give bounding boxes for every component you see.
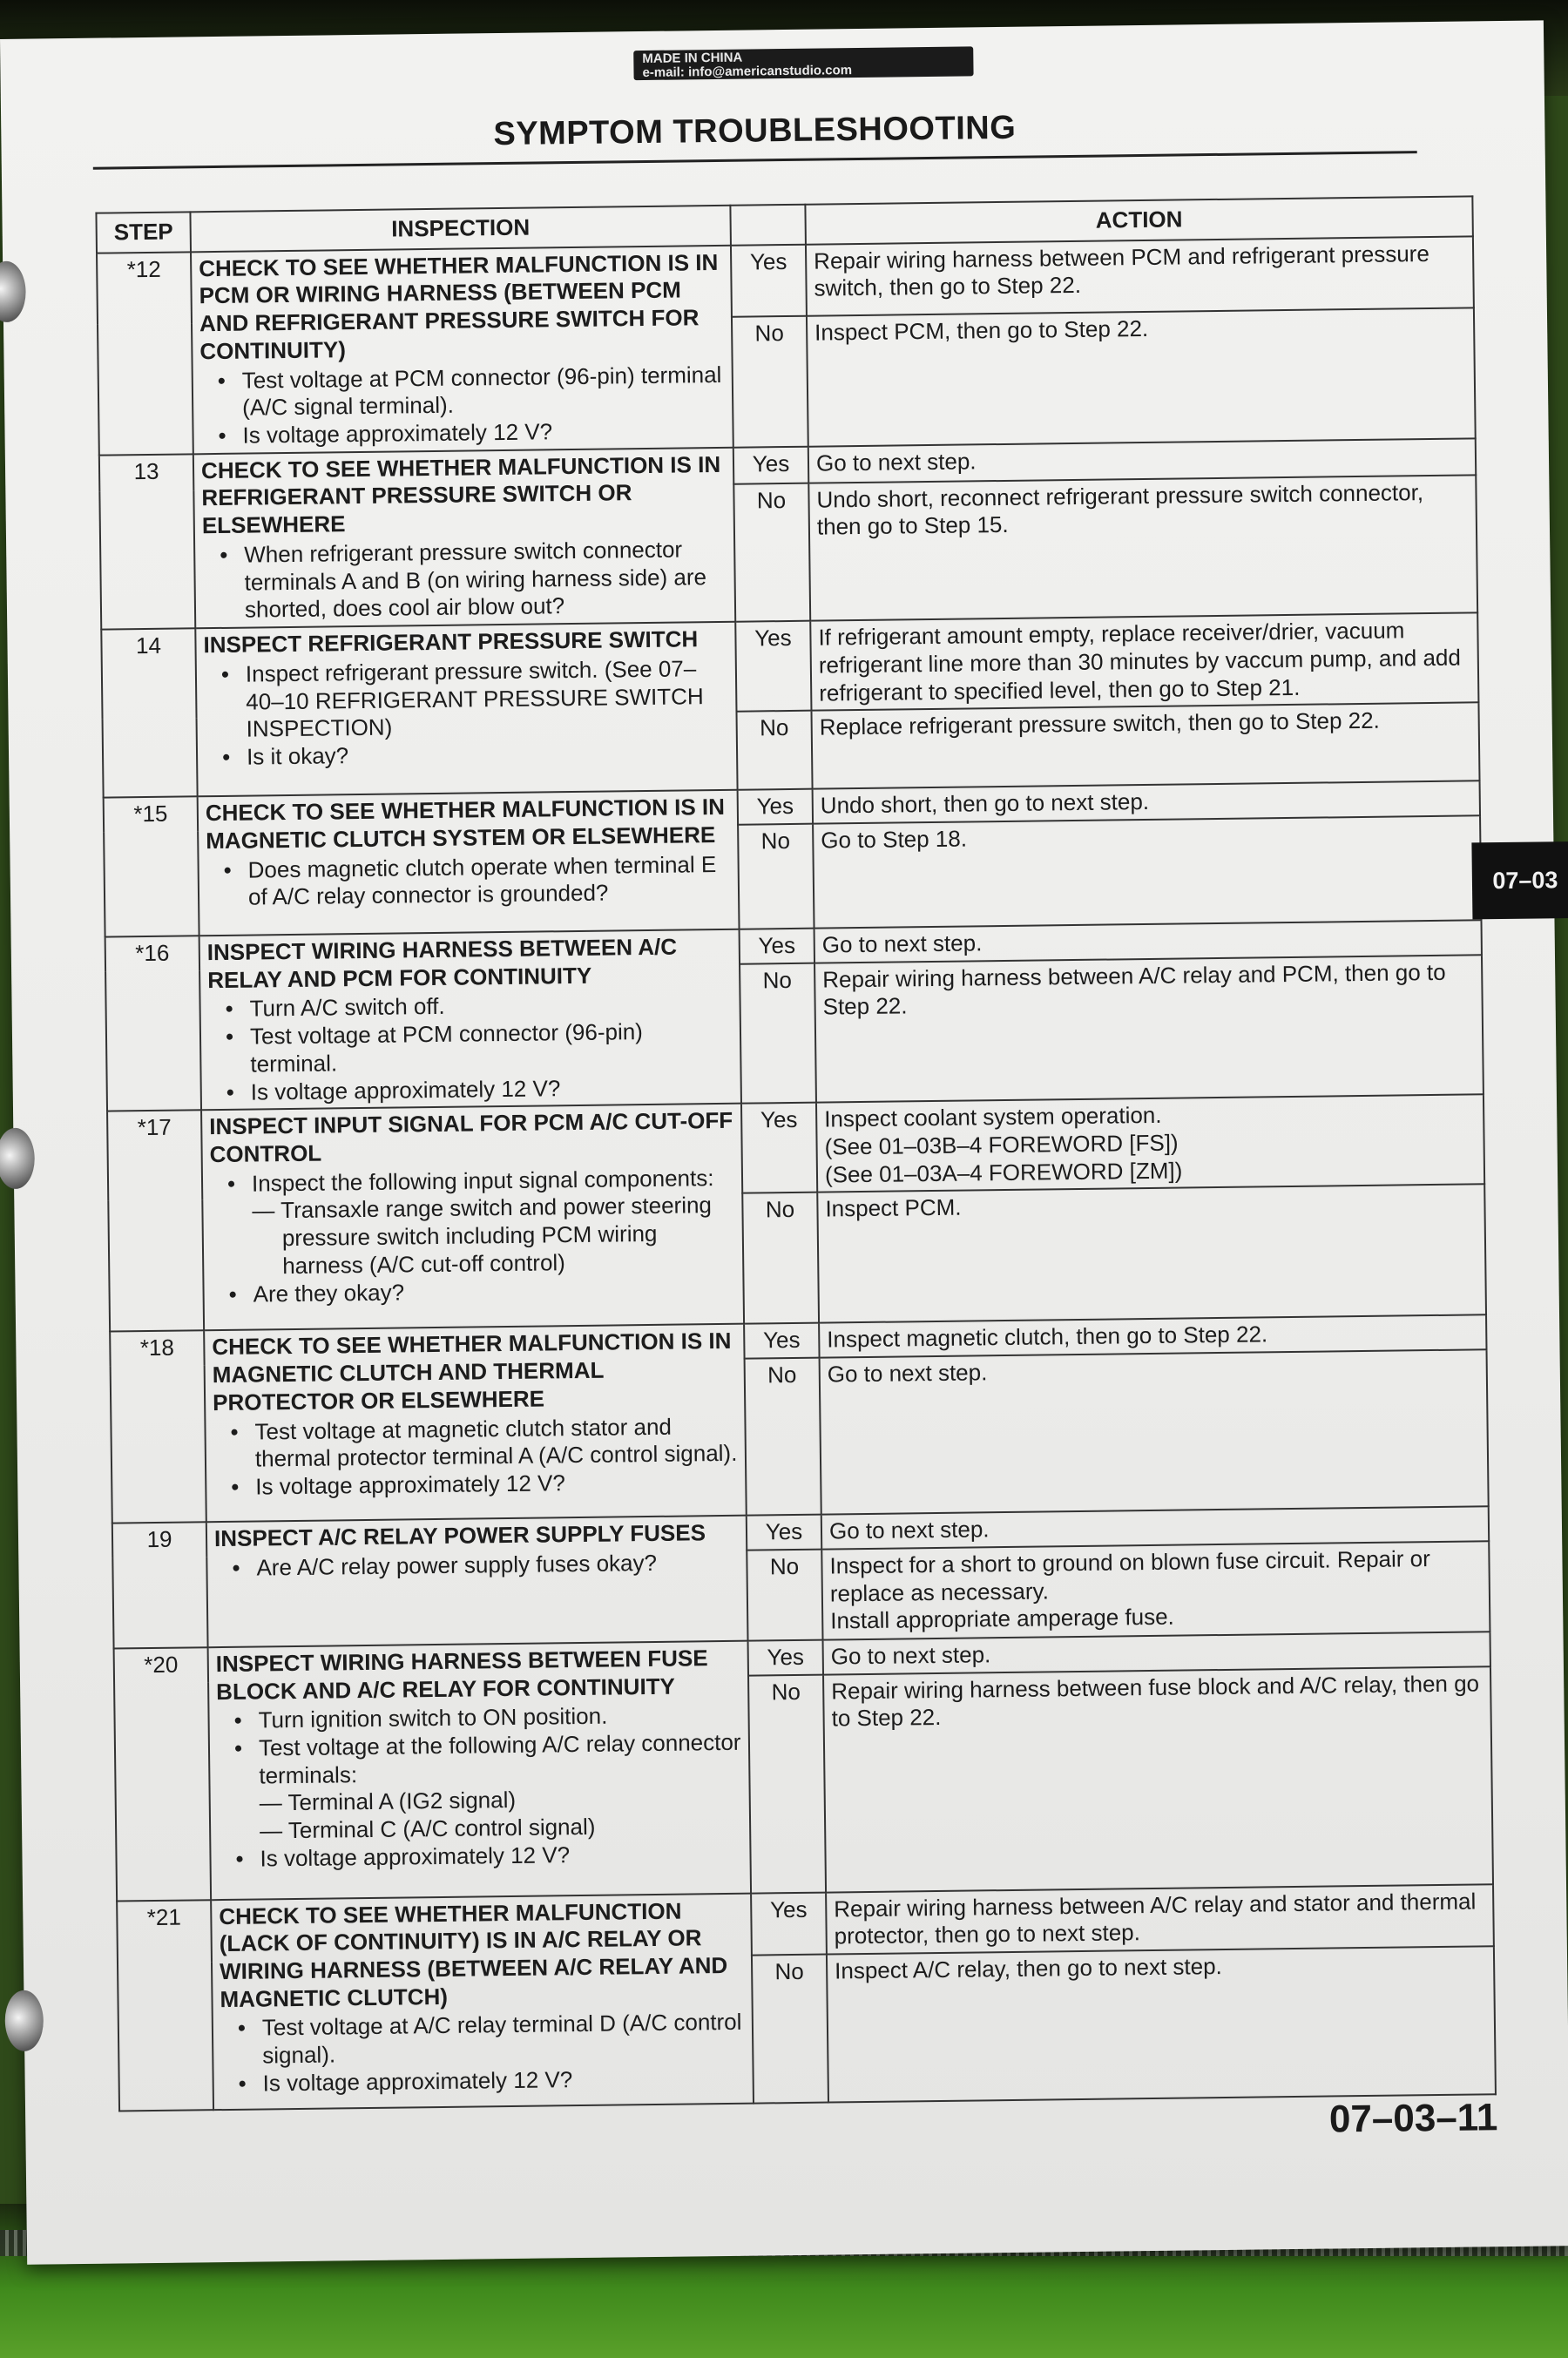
no-action: Repair wiring harness between fuse block and A/C relay, then go to Step 22. <box>823 1666 1493 1892</box>
yes-action: Repair wiring harness between PCM and refrigerant pressure switch, then go to Step 22. <box>806 236 1474 316</box>
step-number: *16 <box>105 936 201 1111</box>
no-action <box>821 1541 1490 1639</box>
yes-label: Yes <box>751 1892 827 1955</box>
no-action: Undo short, reconnect refrigerant pressure switch connector, then go to Step 15. <box>808 475 1477 621</box>
inspection-heading: INSPECT WIRING HARNESS BETWEEN FUSE BLOCK AND A/C RELAY FOR CONTINUITY <box>215 1645 708 1705</box>
inspection-bullet: • Is voltage approximately 12 V? <box>263 2064 746 2098</box>
yes-action: Inspect magnetic clutch, then go to Step 22. <box>819 1315 1486 1358</box>
inspection-bullet: • Turn ignition switch to ON position. <box>258 1701 740 1734</box>
no-action: Repair wiring harness between A/C relay and PCM, then go to Step 22. <box>814 955 1484 1103</box>
inspection-cell <box>201 1104 744 1331</box>
inspection-cell <box>211 1893 754 2110</box>
yes-action: If refrigerant amount empty, replace receiver/drier, vacuum refrigerant line more than 30 minutes by vaccum pump, and add refrigerant to specified level, then go to Step 21. <box>810 612 1478 711</box>
yes-label: Yes <box>738 789 813 825</box>
yes-label: Yes <box>733 446 809 483</box>
step-number: *21 <box>117 1900 213 2111</box>
inspection-bullet: • Is voltage approximately 12 V? <box>260 1840 742 1873</box>
inspection-heading: CHECK TO SEE WHETHER MALFUNCTION (LACK OF CONTINUITY) IS IN A/C RELAY OR WIRING HARNESS (BETWEEN A/C RELAY AND MAGNETIC CLUTCH) <box>219 1897 728 2012</box>
inspection-bullet: • Is voltage approximately 12 V? <box>242 416 725 449</box>
inspection-bullet: • Test voltage at magnetic clutch stator and thermal protector terminal A (A/C control signal). <box>254 1412 738 1473</box>
yes-action: Undo short, then go to next step. <box>813 781 1480 824</box>
yes-label: Yes <box>741 1103 817 1193</box>
no-label: No <box>747 1549 822 1640</box>
step-number: *15 <box>104 797 199 937</box>
inspection-bullet <box>259 1729 743 1846</box>
inspection-bullet: • Test voltage at PCM connector (96-pin) terminal (A/C signal terminal). <box>242 361 726 422</box>
inspection-cell <box>206 1516 748 1647</box>
inspection-bullet: • Is voltage approximately 12 V? <box>255 1468 738 1501</box>
inspection-heading: CHECK TO SEE WHETHER MALFUNCTION IS IN REFRIGERANT PRESSURE SWITCH OR ELSEWHERE <box>200 450 721 539</box>
yes-label: Yes <box>747 1515 821 1551</box>
table-row <box>101 612 1478 719</box>
step-number: *18 <box>110 1331 206 1524</box>
no-action-line: Inspect for a short to ground on blown fuse circuit. Repair or replace as necessary. <box>829 1544 1430 1607</box>
inspection-bullet: • Inspect refrigerant pressure switch. (See 07–40–10 REFRIGERANT PRESSURE SWITCH INSPECTION) <box>246 655 729 744</box>
no-action: Inspect A/C relay, then go to next step. <box>827 1946 1496 2102</box>
yes-label: Yes <box>740 929 814 964</box>
inspection-cell <box>204 1324 747 1522</box>
inspection-bullet: • Is it okay? <box>247 738 729 771</box>
yes-action-line: Inspect coolant system operation. <box>824 1102 1162 1132</box>
no-action-line: Install appropriate amperage fuse. <box>830 1603 1174 1634</box>
inspection-heading: CHECK TO SEE WHETHER MALFUNCTION IS IN PCM OR WIRING HARNESS (BETWEEN PCM AND REFRIGERANT PRESSURE SWITCH FOR CONTINUITY) <box>199 248 719 365</box>
yes-label: Yes <box>731 244 807 316</box>
inspection-heading: INSPECT REFRIGERANT PRESSURE SWITCH <box>203 625 699 659</box>
column-header-blank <box>730 205 806 246</box>
inspection-heading: INSPECT INPUT SIGNAL FOR PCM A/C CUT-OFF CONTROL <box>209 1107 733 1168</box>
inspection-bullet: • When refrigerant pressure switch connector terminals A and B (on wiring harness side) are shorted, does cool air blow out? <box>244 536 727 625</box>
no-label: No <box>752 1955 828 2104</box>
step-number: 13 <box>99 454 195 630</box>
inspection-bullet <box>252 1164 736 1280</box>
inspection-bullet: • Is voltage approximately 12 V? <box>251 1072 733 1105</box>
table-row <box>107 1095 1484 1201</box>
inspection-heading: CHECK TO SEE WHETHER MALFUNCTION IS IN MAGNETIC CLUTCH SYSTEM OR ELSEWHERE <box>205 794 726 855</box>
inspection-bullet-text: Inspect the following input signal components: <box>251 1164 714 1197</box>
inspection-cell <box>193 448 735 629</box>
yes-action-line: (See 01–03B–4 FOREWORD [FS]) <box>824 1129 1179 1160</box>
page-title: SYMPTOM TROUBLESHOOTING <box>493 109 1017 153</box>
inspection-bullet: • Are they okay? <box>253 1274 735 1307</box>
column-header-inspection: INSPECTION <box>190 206 731 252</box>
step-number: 14 <box>101 628 197 797</box>
column-header-step: STEP <box>96 212 191 253</box>
troubleshooting-table <box>95 195 1497 2111</box>
inspection-cell <box>195 622 737 797</box>
no-label: No <box>736 711 812 790</box>
yes-action <box>816 1095 1484 1193</box>
yes-action: Go to next step. <box>821 1506 1489 1549</box>
step-number: *12 <box>97 252 193 455</box>
column-header-action: ACTION <box>805 196 1473 244</box>
no-label: No <box>745 1358 821 1516</box>
inspection-bullet: • Test voltage at A/C relay terminal D (A/C control signal). <box>262 2009 746 2070</box>
inspection-sub-item: — Terminal A (IG2 signal) <box>259 1787 517 1816</box>
inspection-cell <box>198 790 740 936</box>
no-label: No <box>748 1674 826 1893</box>
yes-action: Go to next step. <box>814 920 1482 963</box>
no-action: Go to next step. <box>820 1349 1489 1514</box>
inspection-heading: INSPECT A/C RELAY POWER SUPPLY FUSES <box>213 1519 706 1552</box>
yes-action: Repair wiring harness between A/C relay and stator and thermal protector, then go to next step. <box>826 1884 1494 1955</box>
inspection-bullet: • Turn A/C switch off. <box>249 990 732 1023</box>
step-number: *17 <box>107 1111 204 1332</box>
yes-label: Yes <box>748 1639 823 1675</box>
label-line-1: MADE IN CHINA <box>642 50 743 66</box>
no-action: Go to Step 18. <box>813 815 1481 928</box>
label-line-2: e-mail: info@americanstudio.com <box>642 63 853 80</box>
no-action: Inspect PCM. <box>817 1185 1486 1323</box>
inspection-cell <box>191 245 733 454</box>
inspection-bullet: • Are A/C relay power supply fuses okay? <box>256 1549 739 1582</box>
inspection-heading: CHECK TO SEE WHETHER MALFUNCTION IS IN MAGNETIC CLUTCH AND THERMAL PROTECTOR OR ELSEWHERE <box>212 1328 732 1415</box>
inspection-bullet: • Test voltage at PCM connector (96-pin) terminal. <box>250 1017 733 1078</box>
yes-action: Go to next step. <box>808 438 1476 483</box>
no-label: No <box>742 1193 819 1324</box>
manufacturer-label <box>633 46 973 80</box>
inspection-bullet-text: Test voltage at the following A/C relay connector terminals: <box>258 1728 741 1789</box>
yes-label: Yes <box>744 1323 819 1359</box>
step-number: 19 <box>112 1522 208 1648</box>
yes-label: Yes <box>735 621 811 712</box>
yes-action: Go to next step. <box>823 1632 1490 1674</box>
inspection-sub-item: — Transaxle range switch and power steering pressure switch including PCM wiring harness (A/C cut-off control) <box>252 1192 713 1279</box>
binder-ring-icon <box>0 261 26 323</box>
inspection-bullet: • Does magnetic clutch operate when terminal E of A/C relay connector is grounded? <box>247 850 731 911</box>
inspection-sub-item: — Terminal C (A/C control signal) <box>259 1813 596 1844</box>
inspection-cell <box>199 929 741 1111</box>
inspection-heading: INSPECT WIRING HARNESS BETWEEN A/C RELAY AND PCM FOR CONTINUITY <box>206 933 678 993</box>
binder-ring-icon <box>0 1128 35 1190</box>
page-number: 07–03–11 <box>1328 2096 1498 2141</box>
binder-ring-icon <box>4 1990 44 2052</box>
yes-action-line: (See 01–03A–4 FOREWORD [ZM]) <box>824 1157 1183 1188</box>
no-label: No <box>738 824 814 929</box>
no-label: No <box>740 963 816 1104</box>
manual-page <box>0 20 1568 2264</box>
no-action: Inspect PCM, then go to Step 22. <box>807 307 1476 446</box>
section-tab: 07–03 <box>1471 841 1568 919</box>
no-label: No <box>733 483 810 621</box>
no-label: No <box>732 316 808 448</box>
step-number: *20 <box>114 1647 212 1901</box>
no-action: Replace refrigerant pressure switch, then go to Step 22. <box>811 703 1479 789</box>
inspection-cell <box>208 1640 751 1899</box>
